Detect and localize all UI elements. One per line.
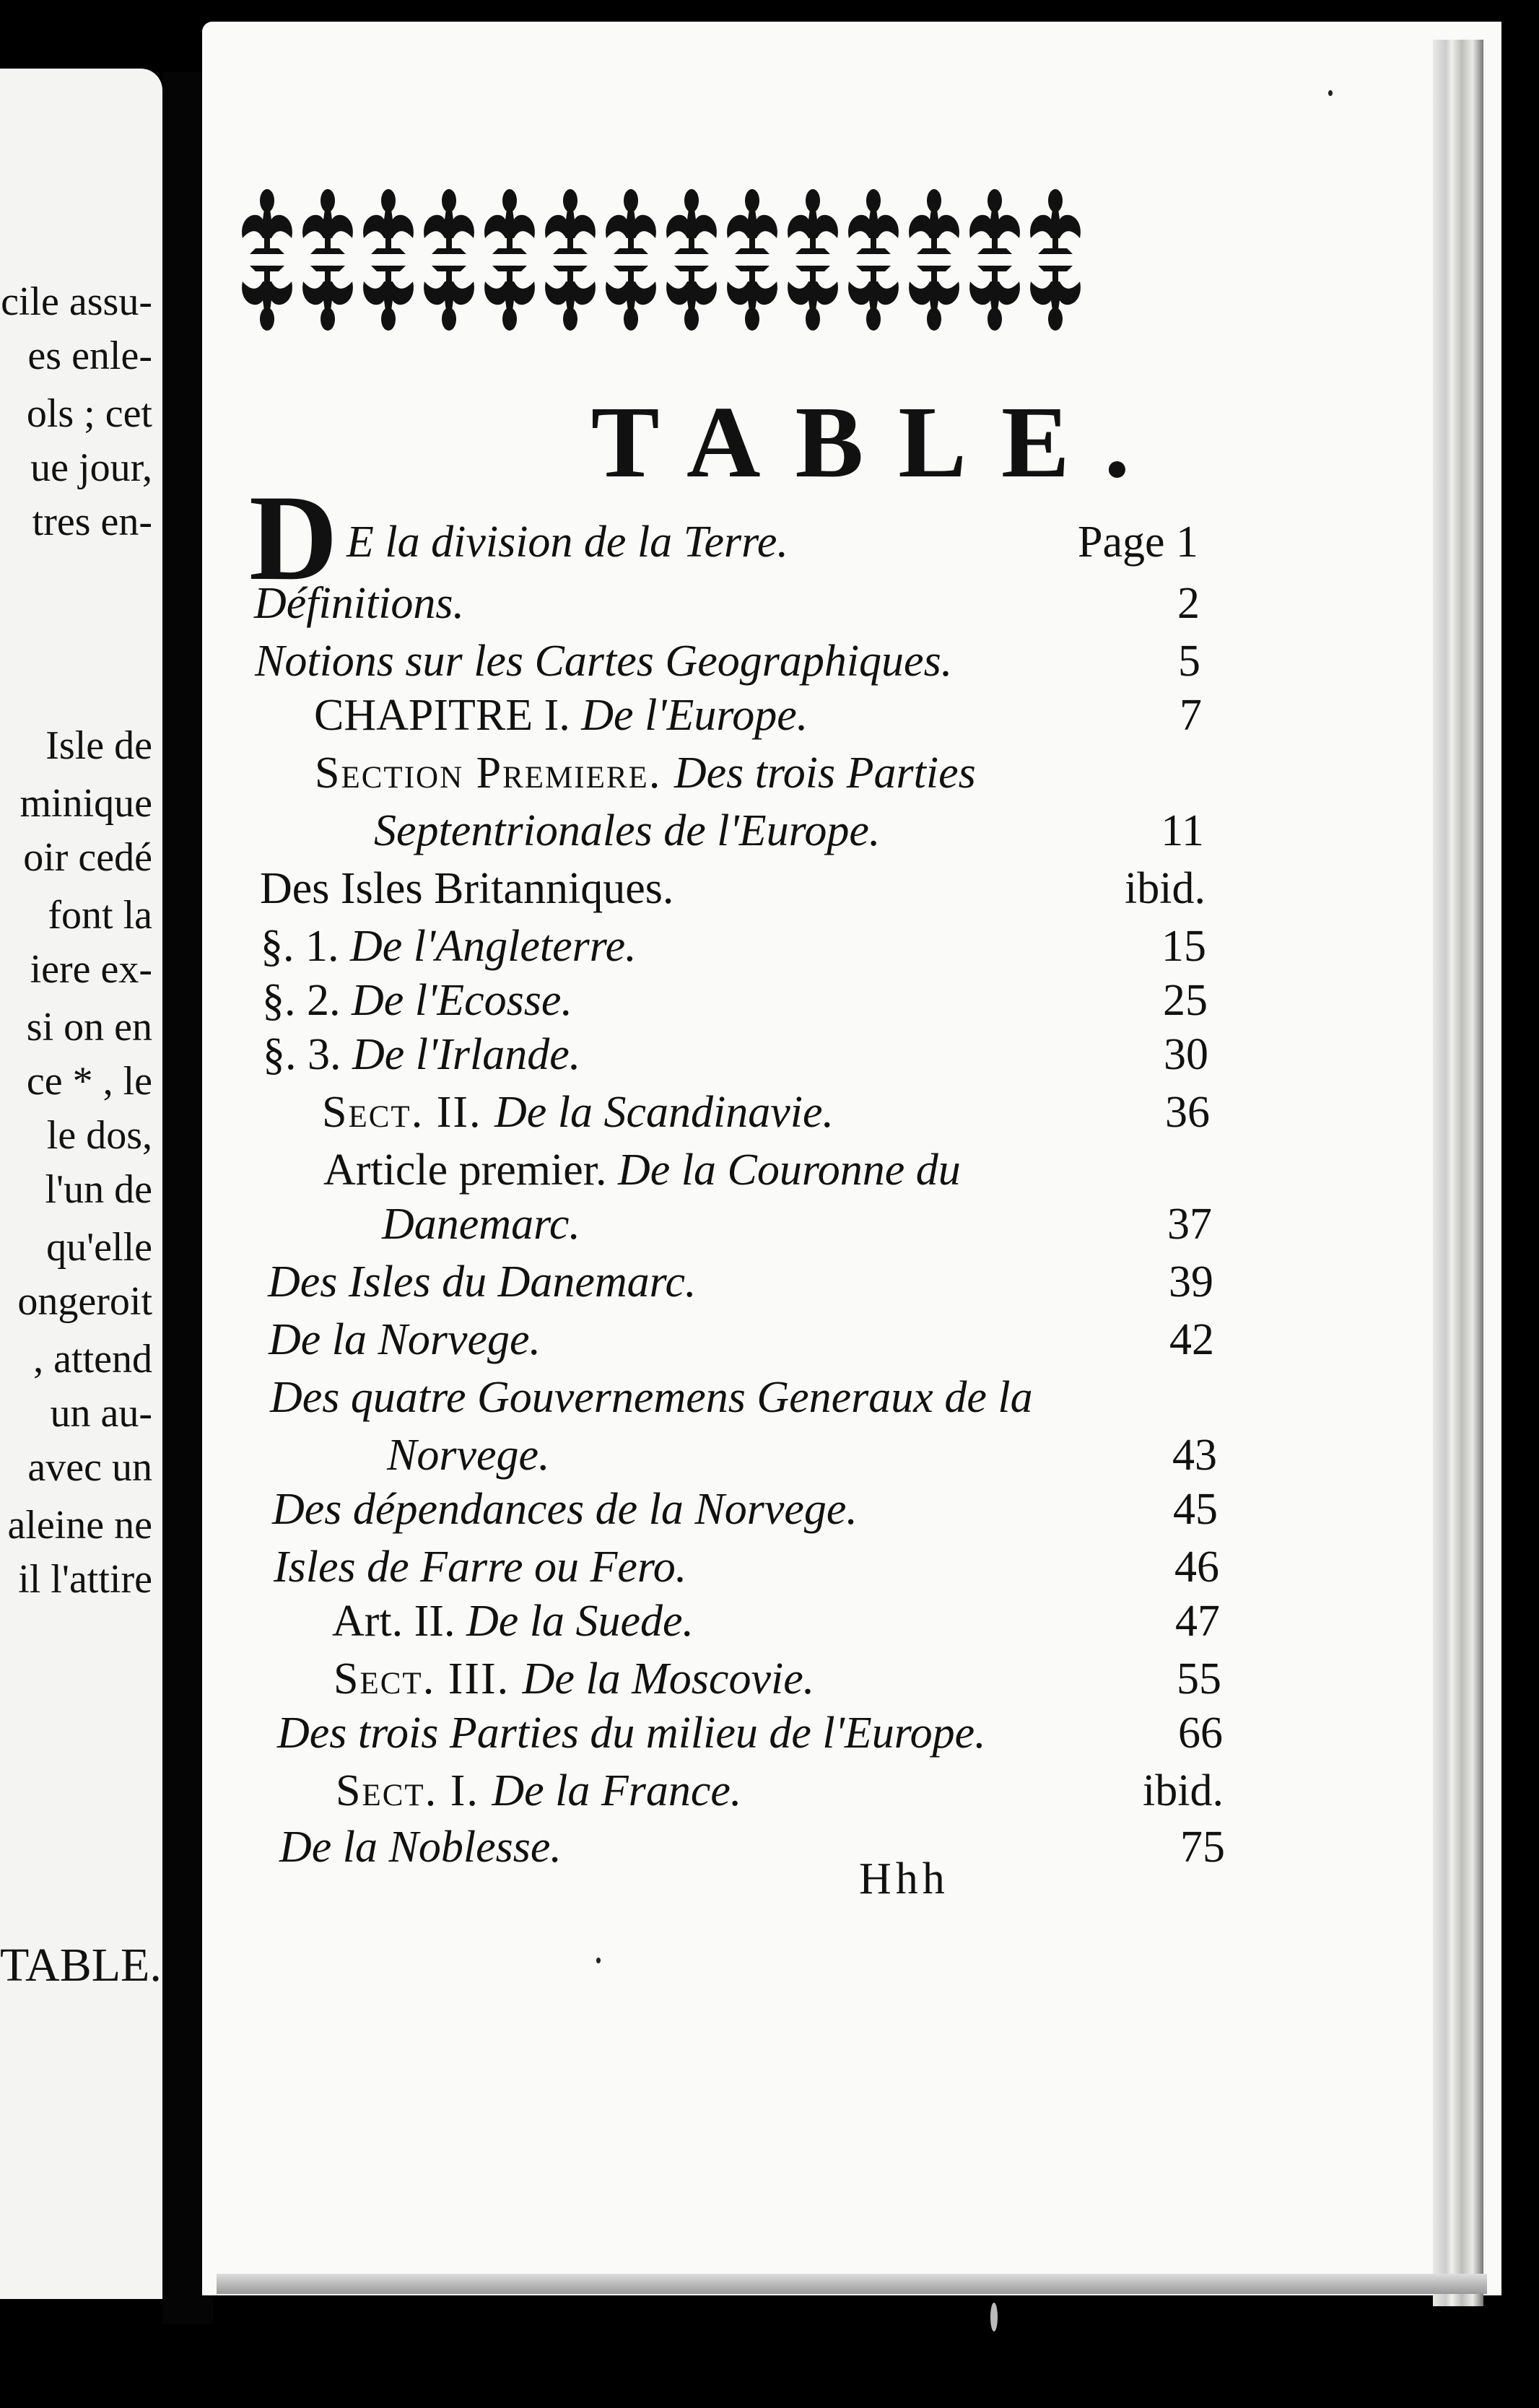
toc-entry-title: Des trois Parties du milieu de l'Europe. [277, 1709, 986, 1758]
toc-page-number: 36 [1165, 1088, 1210, 1137]
toc-entry [314, 693, 808, 738]
toc-entry [346, 518, 788, 567]
left-page-line: ols ; cet [26, 391, 152, 436]
left-page-line: aleine ne [7, 1503, 152, 1548]
toc-page-number: 15 [1161, 922, 1206, 971]
left-page-line: font la [48, 893, 152, 938]
toc-page-number: 45 [1173, 1485, 1218, 1534]
toc-page-number: ibid. [1125, 864, 1206, 913]
page-title: TABLE. [590, 385, 1165, 499]
toc-entry [262, 978, 572, 1023]
toc-entry [260, 866, 673, 911]
toc-entry [269, 1317, 541, 1362]
toc-page-number: 43 [1172, 1431, 1217, 1480]
left-page-line: ongeroit [17, 1279, 152, 1324]
toc-entry-title: Septentrionales de l'Europe. [374, 806, 881, 855]
toc-entry-title: De la Couronne du [618, 1146, 961, 1195]
toc-entry-title: Notions sur les Cartes Geographiques. [255, 637, 953, 686]
left-page-line: ce * , le [26, 1059, 152, 1104]
toc-entry [332, 1599, 694, 1644]
toc-page-number: 5 [1178, 637, 1200, 686]
toc-entry [263, 1032, 580, 1077]
toc-entry [277, 1709, 986, 1758]
toc-entry [274, 1543, 687, 1592]
toc-entry [382, 1202, 580, 1247]
toc-page-number: 75 [1180, 1823, 1225, 1872]
drop-cap: D [249, 470, 338, 606]
left-page-line: , attend [33, 1337, 152, 1382]
toc-entry-prefix: Sect. III. [333, 1654, 523, 1704]
toc-entry [255, 639, 952, 684]
toc-entry-title: De la Suede. [466, 1597, 694, 1646]
toc-entry [315, 749, 976, 798]
ink-speck [596, 1958, 601, 1963]
toc-entry-title: De l'Angleterre. [350, 922, 637, 971]
catchword: Hhh [859, 1854, 949, 1903]
toc-entry-title: De l'Ecosse. [352, 976, 572, 1025]
left-page-line: tres en- [32, 500, 152, 544]
left-page-caption: TABLE. [0, 1939, 162, 1992]
toc-page-number: 47 [1175, 1597, 1220, 1646]
page-edges [1433, 40, 1483, 2306]
toc-page-number: 30 [1164, 1030, 1208, 1079]
toc-entry-title: De la France. [492, 1766, 742, 1815]
toc-page-number: 39 [1169, 1257, 1213, 1306]
toc-page-number: ibid. [1143, 1766, 1224, 1815]
left-page-line: es enle- [27, 333, 152, 378]
toc-entry-prefix: Article premier. [323, 1146, 618, 1195]
toc-entry-title: Des trois Parties [673, 749, 976, 798]
toc-entry-title: Des dépendances de la Norvege. [272, 1485, 858, 1534]
toc-entry-title: Danemarc. [382, 1200, 580, 1249]
left-page-line: minique [19, 781, 152, 826]
toc-entry-prefix: Art. II. [332, 1597, 466, 1646]
toc-page-number: 42 [1169, 1315, 1214, 1364]
left-page-line: avec un [27, 1445, 152, 1490]
toc-entry [268, 1257, 697, 1306]
ink-speck [1328, 90, 1333, 96]
toc-entry-prefix: §. 3. [263, 1030, 352, 1079]
toc-page-number: Page 1 [1077, 518, 1198, 567]
toc-entry [387, 1433, 550, 1478]
toc-entry [279, 1825, 562, 1870]
toc-entry-prefix: Sect. I. [336, 1766, 492, 1815]
toc-entry-prefix: Sect. II. [322, 1088, 494, 1137]
toc-entry [322, 1090, 834, 1135]
paper-mark [990, 2303, 998, 2331]
toc-entry-title: Isles de Farre ou Fero. [274, 1543, 687, 1592]
toc-entry-title: De la Moscovie. [522, 1654, 815, 1704]
left-page-line: iere ex- [30, 947, 152, 992]
left-page-line: qu'elle [46, 1225, 152, 1270]
left-page-line: si on en [26, 1005, 152, 1050]
toc-entry [272, 1487, 858, 1532]
toc-page-number: 7 [1180, 691, 1202, 740]
toc-entry-title: E la division de la Terre. [346, 518, 788, 567]
toc-page-number: 2 [1177, 579, 1200, 628]
toc-page-number: 55 [1177, 1654, 1221, 1704]
left-page-line: cile assu- [1, 279, 152, 324]
toc-entry [374, 808, 880, 853]
toc-entry [333, 1654, 815, 1704]
toc-page-number: 25 [1163, 976, 1208, 1025]
toc-entry-prefix: CHAPITRE I. [314, 691, 582, 740]
left-page-line: un au- [50, 1391, 152, 1436]
page-bottom-edge [217, 2274, 1487, 2294]
toc-entry-title: Des Isles Britanniques. [260, 864, 674, 913]
toc-entry-title: Des Isles du Danemarc. [268, 1257, 697, 1306]
toc-entry-title: De la Norvege. [269, 1315, 541, 1364]
toc-entry [261, 924, 637, 969]
left-page-line: le dos, [46, 1113, 152, 1158]
left-page-line: il l'attire [18, 1557, 152, 1602]
toc-page-number: 46 [1174, 1543, 1219, 1592]
toc-page-number: 37 [1167, 1200, 1212, 1249]
toc-entry [336, 1768, 741, 1813]
toc-entry-title: De l'Europe. [581, 691, 808, 740]
toc-entry-title: De la Noblesse. [279, 1823, 562, 1872]
toc-entry [270, 1375, 1033, 1420]
left-page-line: Isle de [45, 723, 152, 768]
toc-entry-title: De la Scandinavie. [494, 1088, 834, 1137]
left-page-line: ue jour, [30, 445, 152, 490]
toc-entry-prefix: §. 1. [261, 922, 350, 971]
toc-entry-prefix: §. 2. [262, 976, 352, 1025]
toc-entry-title: Norvege. [387, 1431, 550, 1480]
toc-entry [254, 581, 464, 626]
toc-entry-prefix: Section Premiere. [315, 749, 674, 798]
toc-entry-title: Des quatre Gouvernemens Generaux de la [270, 1373, 1033, 1422]
toc-entry-title: De l'Irlande. [352, 1030, 581, 1079]
fleuron-band-icon [238, 184, 1126, 336]
toc-page-number: 66 [1178, 1709, 1223, 1758]
left-page-line: l'un de [45, 1167, 152, 1212]
toc-entry [323, 1146, 961, 1195]
left-page-line: oir cedé [23, 835, 152, 880]
toc-page-number: 11 [1161, 806, 1204, 855]
toc-entry-title: Définitions. [254, 579, 465, 628]
